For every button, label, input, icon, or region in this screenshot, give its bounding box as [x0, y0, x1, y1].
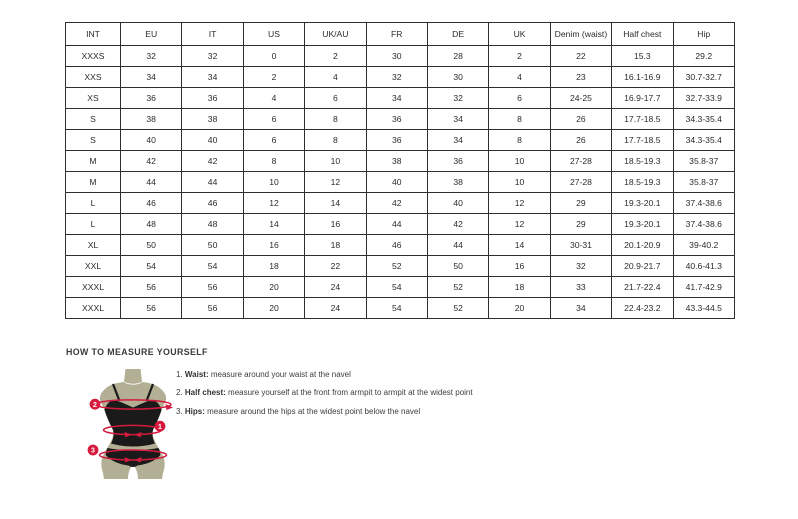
- size-cell: 32: [121, 46, 182, 67]
- size-cell: 23: [550, 67, 611, 88]
- size-cell: 18: [489, 277, 550, 298]
- size-cell: 30.7-32.7: [673, 67, 734, 88]
- size-cell: 33: [550, 277, 611, 298]
- size-cell: 8: [489, 130, 550, 151]
- size-cell: 40: [427, 193, 488, 214]
- size-cell: XXXL: [66, 298, 121, 319]
- size-cell: 34: [427, 130, 488, 151]
- table-row: [66, 214, 735, 235]
- size-cell: 44: [121, 172, 182, 193]
- size-cell: 20: [243, 277, 304, 298]
- size-cell: 54: [182, 256, 243, 277]
- size-cell: 10: [305, 151, 366, 172]
- size-cell: 30: [366, 46, 427, 67]
- size-cell: 17.7-18.5: [612, 130, 673, 151]
- size-cell: S: [66, 109, 121, 130]
- instruction-number: 3.: [176, 406, 185, 416]
- mannequin-neck: [124, 369, 142, 384]
- waist-badge-number: 1: [158, 423, 162, 431]
- size-cell: 18.5-19.3: [612, 151, 673, 172]
- size-cell: 38: [366, 151, 427, 172]
- size-cell: 16.9-17.7: [612, 88, 673, 109]
- size-cell: 18.5-19.3: [612, 172, 673, 193]
- size-cell: 40: [366, 172, 427, 193]
- size-cell: 8: [243, 151, 304, 172]
- size-cell: 42: [366, 193, 427, 214]
- size-cell: 46: [366, 235, 427, 256]
- size-cell: 8: [489, 109, 550, 130]
- size-cell: 21.7-22.4: [612, 277, 673, 298]
- size-cell: XL: [66, 235, 121, 256]
- size-cell: 43.3-44.5: [673, 298, 734, 319]
- table-row: [66, 67, 735, 88]
- size-cell: 24-25: [550, 88, 611, 109]
- size-cell: 41.7-42.9: [673, 277, 734, 298]
- instruction-number: 2.: [176, 388, 185, 398]
- size-cell: 22: [550, 46, 611, 67]
- size-cell: M: [66, 151, 121, 172]
- size-cell: XXS: [66, 67, 121, 88]
- size-cell: 40: [121, 130, 182, 151]
- size-cell: 26: [550, 130, 611, 151]
- size-cell: L: [66, 193, 121, 214]
- table-row: [66, 277, 735, 298]
- size-cell: 38: [182, 109, 243, 130]
- size-cell: 54: [366, 298, 427, 319]
- size-cell: 34: [427, 109, 488, 130]
- size-cell: 12: [243, 193, 304, 214]
- instruction-text: measure around your waist at the navel: [208, 370, 351, 379]
- column-header: Denim (waist): [550, 23, 611, 46]
- size-cell: 6: [489, 88, 550, 109]
- size-cell: 54: [366, 277, 427, 298]
- size-cell: S: [66, 130, 121, 151]
- table-row: [66, 88, 735, 109]
- size-cell: 26: [550, 109, 611, 130]
- size-cell: 50: [427, 256, 488, 277]
- size-cell: 12: [305, 172, 366, 193]
- size-cell: 46: [121, 193, 182, 214]
- size-cell: XXL: [66, 256, 121, 277]
- size-cell: 29: [550, 193, 611, 214]
- size-cell: 27-28: [550, 172, 611, 193]
- size-cell: 18: [243, 256, 304, 277]
- table-row: [66, 193, 735, 214]
- size-cell: 32: [427, 88, 488, 109]
- size-cell: 6: [243, 109, 304, 130]
- hips-badge: [88, 445, 99, 456]
- size-cell: 30-31: [550, 235, 611, 256]
- table-row: [66, 46, 735, 67]
- size-cell: 32: [182, 46, 243, 67]
- column-header: Half chest: [612, 23, 673, 46]
- size-cell: 48: [121, 214, 182, 235]
- size-cell: XXXS: [66, 46, 121, 67]
- table-row: [66, 109, 735, 130]
- size-cell: 16.1-16.9: [612, 67, 673, 88]
- size-cell: 6: [243, 130, 304, 151]
- size-cell: 54: [121, 256, 182, 277]
- size-cell: 56: [182, 298, 243, 319]
- size-cell: 4: [489, 67, 550, 88]
- size-cell: 12: [489, 193, 550, 214]
- size-cell: 44: [427, 235, 488, 256]
- instruction-label: Waist:: [184, 370, 209, 379]
- size-cell: 14: [489, 235, 550, 256]
- size-cell: 36: [366, 109, 427, 130]
- column-header: US: [243, 23, 304, 46]
- size-cell: 20: [489, 298, 550, 319]
- size-cell: 50: [121, 235, 182, 256]
- size-cell: 36: [121, 88, 182, 109]
- size-cell: 34.3-35.4: [673, 130, 734, 151]
- chest-badge: [90, 399, 101, 410]
- size-cell: 40: [182, 130, 243, 151]
- size-cell: 46: [182, 193, 243, 214]
- size-cell: 37.4-38.6: [673, 214, 734, 235]
- size-cell: 10: [243, 172, 304, 193]
- hips-badge-number: 3: [91, 447, 95, 455]
- size-cell: 15.3: [612, 46, 673, 67]
- size-cell: 56: [121, 277, 182, 298]
- size-cell: 16: [243, 235, 304, 256]
- size-cell: 56: [182, 277, 243, 298]
- size-cell: 34: [121, 67, 182, 88]
- size-cell: 52: [427, 298, 488, 319]
- size-cell: 24: [305, 298, 366, 319]
- size-cell: 38: [121, 109, 182, 130]
- size-cell: 42: [182, 151, 243, 172]
- size-cell: 10: [489, 151, 550, 172]
- size-cell: 40.6-41.3: [673, 256, 734, 277]
- instruction-number: 1.: [176, 370, 185, 379]
- size-cell: L: [66, 214, 121, 235]
- instruction-label: Hips:: [184, 406, 205, 416]
- size-cell: 34: [550, 298, 611, 319]
- measure-heading: HOW TO MEASURE YOURSELF: [66, 347, 208, 357]
- size-chart-table: [65, 22, 735, 319]
- size-cell: 42: [427, 214, 488, 235]
- size-cell: 19.3-20.1: [612, 214, 673, 235]
- table-row: [66, 172, 735, 193]
- size-cell: 35.8-37: [673, 172, 734, 193]
- instruction-label: Half chest:: [184, 388, 226, 398]
- instruction-item: [176, 388, 473, 406]
- table-row: [66, 130, 735, 151]
- size-cell: 30: [427, 67, 488, 88]
- measurement-figure: [80, 368, 190, 483]
- size-cell: 32: [550, 256, 611, 277]
- size-cell: 48: [182, 214, 243, 235]
- column-header: IT: [182, 23, 243, 46]
- header-row: [66, 23, 735, 46]
- size-cell: 35.8-37: [673, 151, 734, 172]
- size-cell: 36: [427, 151, 488, 172]
- size-chart-header: [66, 23, 735, 46]
- size-cell: 0: [243, 46, 304, 67]
- size-cell: 34: [182, 67, 243, 88]
- size-cell: 10: [489, 172, 550, 193]
- table-row: [66, 151, 735, 172]
- size-cell: 20: [243, 298, 304, 319]
- mannequin-illustration: [88, 369, 173, 479]
- size-cell: 32: [366, 67, 427, 88]
- size-cell: 52: [427, 277, 488, 298]
- size-cell: 12: [489, 214, 550, 235]
- size-cell: 19.3-20.1: [612, 193, 673, 214]
- size-cell: 20.9-21.7: [612, 256, 673, 277]
- size-cell: 20.1-20.9: [612, 235, 673, 256]
- size-cell: 4: [305, 67, 366, 88]
- size-chart-body: [66, 46, 735, 319]
- size-cell: 28: [427, 46, 488, 67]
- size-cell: 14: [243, 214, 304, 235]
- size-cell: 2: [243, 67, 304, 88]
- size-cell: 34: [366, 88, 427, 109]
- column-header: INT: [66, 23, 121, 46]
- size-cell: 2: [489, 46, 550, 67]
- size-cell: 8: [305, 130, 366, 151]
- size-cell: XS: [66, 88, 121, 109]
- size-cell: 14: [305, 193, 366, 214]
- size-cell: 50: [182, 235, 243, 256]
- size-cell: 36: [366, 130, 427, 151]
- size-cell: 36: [182, 88, 243, 109]
- measure-instructions: [176, 370, 473, 425]
- instruction-item: [176, 407, 473, 425]
- size-cell: 56: [121, 298, 182, 319]
- size-cell: 24: [305, 277, 366, 298]
- size-cell: 4: [243, 88, 304, 109]
- size-cell: 6: [305, 88, 366, 109]
- column-header: EU: [121, 23, 182, 46]
- size-cell: 29: [550, 214, 611, 235]
- column-header: UK/AU: [305, 23, 366, 46]
- size-cell: 16: [489, 256, 550, 277]
- instruction-text: measure yourself at the front from armpit to armpit at the widest point: [225, 388, 473, 398]
- size-cell: 34.3-35.4: [673, 109, 734, 130]
- column-header: UK: [489, 23, 550, 46]
- size-cell: 2: [305, 46, 366, 67]
- chest-badge-number: 2: [93, 401, 97, 409]
- size-cell: 38: [427, 172, 488, 193]
- column-header: FR: [366, 23, 427, 46]
- column-header: Hip: [673, 23, 734, 46]
- size-cell: 32.7-33.9: [673, 88, 734, 109]
- waist-badge: [155, 421, 166, 432]
- size-cell: 17.7-18.5: [612, 109, 673, 130]
- size-cell: 8: [305, 109, 366, 130]
- size-cell: 27-28: [550, 151, 611, 172]
- size-cell: XXXL: [66, 277, 121, 298]
- size-cell: M: [66, 172, 121, 193]
- size-cell: 44: [366, 214, 427, 235]
- size-cell: 52: [366, 256, 427, 277]
- size-cell: 42: [121, 151, 182, 172]
- size-cell: 22.4-23.2: [612, 298, 673, 319]
- size-cell: 39-40.2: [673, 235, 734, 256]
- column-header: DE: [427, 23, 488, 46]
- instruction-text: measure around the hips at the widest point below the navel: [204, 406, 421, 416]
- table-row: [66, 256, 735, 277]
- size-cell: 37.4-38.6: [673, 193, 734, 214]
- size-cell: 22: [305, 256, 366, 277]
- size-cell: 16: [305, 214, 366, 235]
- instruction-item: [176, 370, 473, 388]
- table-row: [66, 235, 735, 256]
- size-cell: 44: [182, 172, 243, 193]
- table-row: [66, 298, 735, 319]
- size-cell: 18: [305, 235, 366, 256]
- size-cell: 29.2: [673, 46, 734, 67]
